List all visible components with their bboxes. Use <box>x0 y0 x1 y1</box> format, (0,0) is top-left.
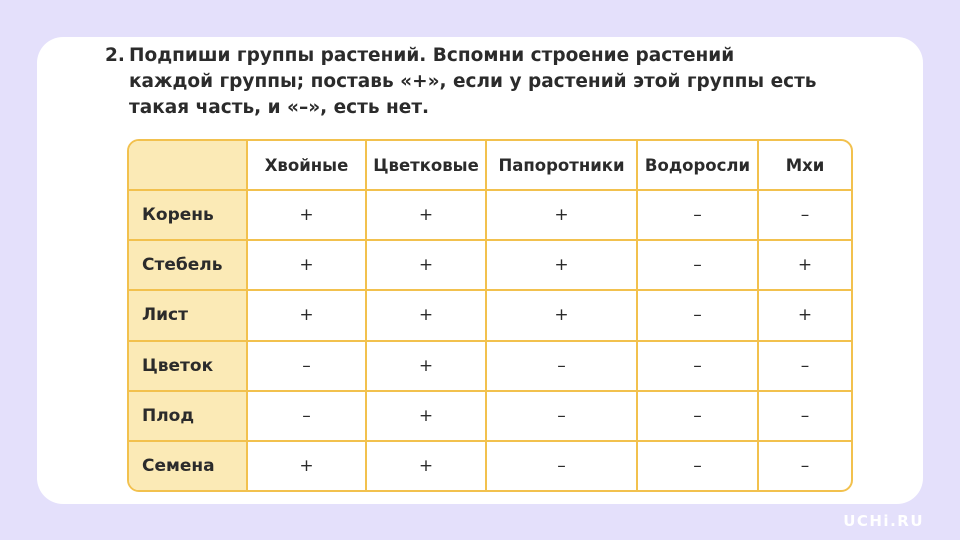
table-cell: + <box>247 441 366 490</box>
table-row <box>129 341 851 391</box>
row-label: Цветок <box>129 341 247 391</box>
table-cell: + <box>366 341 486 391</box>
table-cell: – <box>758 391 851 441</box>
row-label: Семена <box>129 441 247 490</box>
table-cell: – <box>486 441 637 490</box>
table-cell: – <box>247 391 366 441</box>
table-cell: – <box>758 190 851 240</box>
column-header: Папоротники <box>486 141 637 190</box>
table-cell: + <box>247 290 366 340</box>
plant-structure-table <box>127 139 853 492</box>
table-cell: + <box>366 391 486 441</box>
table-cell: – <box>637 391 758 441</box>
table-cell: + <box>366 240 486 290</box>
table-cell: + <box>758 240 851 290</box>
column-header: Цветковые <box>366 141 486 190</box>
column-header: Хвойные <box>247 141 366 190</box>
table-row <box>129 240 851 290</box>
table-corner-cell <box>129 141 247 190</box>
table-cell: – <box>637 290 758 340</box>
task-text: Подпиши группы растений. Вспомни строение растений каждой группы; поставь «+», если у растений этой группы есть такая часть, и «–», есть нет. <box>129 45 817 118</box>
table-cell: + <box>486 240 637 290</box>
row-label: Плод <box>129 391 247 441</box>
row-label: Лист <box>129 290 247 340</box>
row-label: Стебель <box>129 240 247 290</box>
table-row <box>129 290 851 340</box>
table-cell: + <box>366 190 486 240</box>
table-row <box>129 391 851 441</box>
row-label: Корень <box>129 190 247 240</box>
table-cell: – <box>637 441 758 490</box>
table-cell: – <box>758 441 851 490</box>
column-header: Водоросли <box>637 141 758 190</box>
table-row <box>129 190 851 240</box>
table-cell: + <box>247 190 366 240</box>
table-cell: – <box>637 190 758 240</box>
table-row <box>129 441 851 490</box>
table-cell: – <box>486 341 637 391</box>
table-cell: – <box>486 391 637 441</box>
table-cell: + <box>486 290 637 340</box>
table-cell: + <box>758 290 851 340</box>
table-cell: – <box>758 341 851 391</box>
table-cell: + <box>247 240 366 290</box>
table-cell: + <box>366 441 486 490</box>
table-cell: – <box>637 240 758 290</box>
table-cell: + <box>366 290 486 340</box>
uchi-ru-logo: UCHi.RU <box>843 512 924 530</box>
table-cell: – <box>247 341 366 391</box>
table-cell: + <box>486 190 637 240</box>
table-header-row <box>129 141 851 190</box>
column-header: Мхи <box>758 141 851 190</box>
table-cell: – <box>637 341 758 391</box>
task-number: 2. <box>105 45 125 66</box>
